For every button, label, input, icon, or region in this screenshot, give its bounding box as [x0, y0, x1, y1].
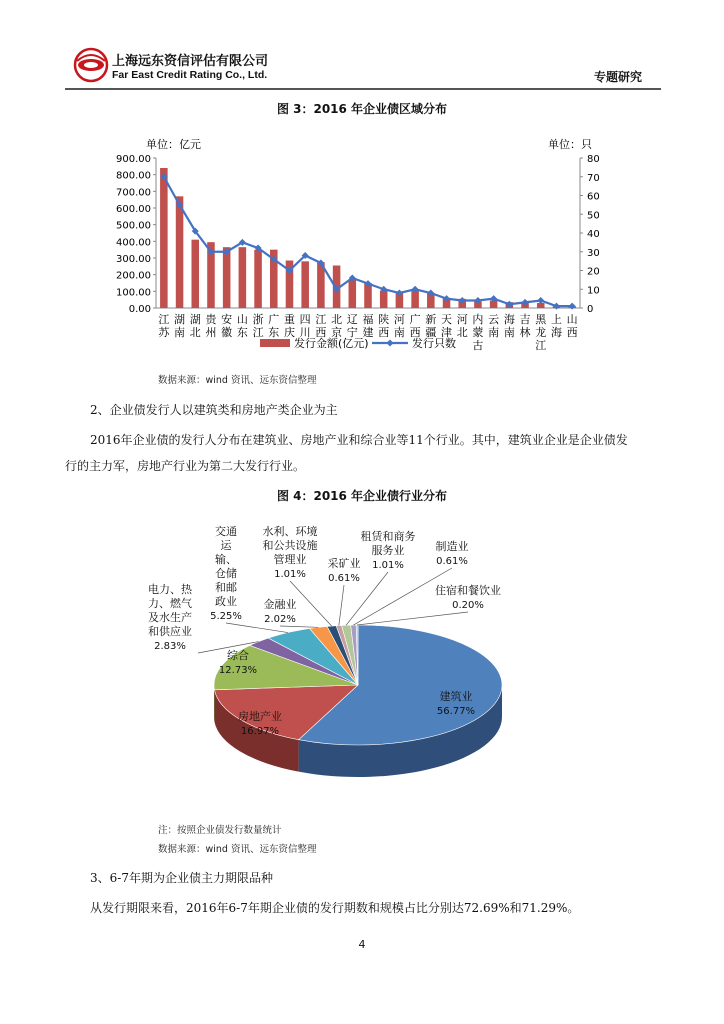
x-tick-label: 陕 — [378, 313, 390, 326]
x-tick-label: 新 — [425, 313, 437, 326]
x-tick-label: 广 — [409, 313, 421, 326]
header-divider — [65, 88, 661, 90]
pie-label-交通运输、仓储和邮政业: 运 — [220, 539, 232, 552]
pie-label-制造业: 制造业 — [435, 540, 469, 553]
pie-label-住宿和餐饮业: 住宿和餐饮业 — [435, 584, 501, 597]
count-marker-黑龙江 — [537, 297, 544, 304]
page-number: 4 — [358, 938, 366, 951]
bar-浙江 — [254, 250, 262, 308]
pie-label-交通运输、仓储和邮政业: 仓储 — [215, 567, 237, 580]
pie-label-采矿业: 采矿业 — [327, 557, 361, 570]
x-tick-label: 林 — [519, 326, 531, 339]
figure4-source: 数据来源：wind 资讯、远东资信整理 — [158, 844, 317, 855]
x-tick-label: 津 — [441, 326, 453, 339]
left-tick-label: 0.00 — [128, 304, 151, 315]
pie-label-电力、热力、燃气及水生产和供应业: 及水生产 — [148, 611, 192, 624]
legend-line-label: 发行只数 — [412, 337, 456, 350]
x-tick-label: 安 — [221, 313, 233, 326]
bar-四川 — [301, 261, 309, 308]
x-tick-label: 建 — [362, 326, 374, 339]
bar-陕西 — [380, 291, 388, 309]
x-tick-label: 广 — [268, 313, 280, 326]
x-tick-label: 西 — [566, 326, 578, 339]
pie-label-水利、环境和公共设施管理业: 和公共设施 — [262, 539, 318, 552]
pie-label-水利、环境和公共设施管理业: 水利、环境 — [262, 525, 318, 538]
x-tick-label: 福 — [362, 313, 374, 326]
left-axis-unit: 单位：亿元 — [146, 138, 201, 151]
pie-pct-电力、热力、燃气及水生产和供应业: 2.83% — [154, 641, 186, 652]
section-heading-3: 3、6-7年期为企业债主力期限品种 — [90, 871, 273, 885]
bar-广西 — [411, 291, 419, 309]
paragraph-1-line1: 2016年企业债的发行人分布在建筑业、房地产业和综合业等11个行业。其中，建筑业企业是企业债发 — [90, 433, 628, 447]
figure3-source: 数据来源：wind 资讯、远东资信整理 — [158, 375, 317, 386]
count-marker-山西 — [569, 303, 576, 310]
x-tick-label: 海 — [503, 313, 515, 326]
pie-label-交通运输、仓储和邮政业: 交通 — [215, 525, 237, 538]
x-tick-label: 江 — [252, 326, 264, 339]
right-tick-label: 0 — [587, 304, 594, 315]
pie-label-金融业: 金融业 — [263, 598, 297, 611]
left-tick-label: 900.00 — [116, 154, 151, 165]
bar-湖南 — [176, 196, 184, 308]
bar-辽宁 — [349, 280, 357, 308]
bar-安徽 — [223, 247, 231, 308]
right-tick-label: 10 — [587, 285, 600, 297]
region-bar-chart — [110, 130, 610, 362]
paragraph-1-line2: 行的主力军，房地产行业为第二大发行行业。 — [65, 459, 306, 473]
x-tick-label: 庆 — [283, 326, 295, 339]
x-tick-label: 湖 — [189, 313, 201, 326]
industry-pie-chart — [130, 515, 530, 815]
x-tick-label: 上 — [550, 313, 562, 326]
left-tick-label: 800.00 — [116, 170, 151, 182]
section-label: 专题研究 — [593, 70, 642, 84]
pie-pct-制造业: 0.61% — [436, 556, 468, 567]
x-tick-label: 东 — [236, 326, 248, 339]
pie-pct-建筑业: 56.77% — [436, 706, 476, 717]
x-tick-label: 徽 — [221, 326, 233, 339]
right-tick-label: 20 — [587, 266, 600, 278]
right-tick-label: 30 — [587, 247, 600, 259]
right-tick-label: 60 — [587, 191, 600, 203]
pie-pct-水利、环境和公共设施管理业: 1.01% — [274, 569, 306, 580]
legend-bar-label: 发行金额(亿元) — [294, 337, 369, 350]
x-tick-label: 内 — [472, 313, 484, 326]
company-logo — [73, 47, 109, 83]
x-tick-label: 江 — [158, 313, 170, 326]
paragraph-2: 从发行期限来看，2016年6-7年期企业债的发行期数和规模占比分别达72.69%和71.29%。 — [90, 901, 580, 915]
x-tick-label: 海 — [550, 326, 562, 339]
left-tick-label: 600.00 — [116, 204, 151, 215]
pie-label-电力、热力、燃气及水生产和供应业: 电力、热 — [148, 583, 192, 596]
figure3-title: 图 3：2016 年企业债区域分布 — [276, 102, 448, 116]
pie-pct-金融业: 2.02% — [264, 614, 296, 625]
x-tick-label: 北 — [331, 313, 343, 326]
x-tick-label: 古 — [472, 339, 484, 352]
legend-line-marker — [387, 340, 394, 347]
figure4-title: 图 4：2016 年企业债行业分布 — [276, 489, 448, 503]
x-tick-label: 西 — [409, 326, 421, 339]
x-tick-label: 龙 — [535, 326, 547, 339]
x-tick-label: 南 — [488, 326, 500, 339]
bar-江苏 — [160, 168, 168, 308]
pie-label-租赁和商务服务业: 租赁和商务 — [360, 530, 416, 543]
left-tick-label: 100.00 — [116, 287, 151, 299]
pie-label-建筑业: 建筑业 — [439, 690, 473, 703]
x-tick-label: 东 — [268, 326, 280, 339]
pie-leader-line — [339, 585, 344, 626]
pie-label-电力、热力、燃气及水生产和供应业: 和供应业 — [148, 625, 192, 638]
x-tick-label: 北 — [456, 326, 468, 339]
right-tick-label: 80 — [587, 154, 600, 165]
pie-leader-line — [357, 612, 468, 625]
section-heading-2: 2、企业债发行人以建筑类和房地产类企业为主 — [90, 403, 338, 417]
x-tick-label: 河 — [456, 313, 468, 326]
pie-pct-房地产业: 16.97% — [240, 726, 280, 737]
pie-pct-住宿和餐饮业: 0.20% — [452, 600, 484, 611]
pie-pct-交通运输、仓储和邮政业: 5.25% — [210, 611, 242, 622]
x-tick-label: 江 — [535, 339, 547, 352]
x-tick-label: 西 — [378, 326, 390, 339]
x-tick-label: 江 — [315, 313, 327, 326]
x-tick-label: 宁 — [346, 326, 358, 339]
x-tick-label: 河 — [393, 313, 405, 326]
company-name-cn: 上海远东资信评估有限公司 — [112, 54, 269, 69]
x-tick-label: 黑 — [535, 313, 547, 326]
pie-label-水利、环境和公共设施管理业: 管理业 — [273, 553, 307, 566]
pie-pct-租赁和商务服务业: 1.01% — [372, 560, 404, 571]
x-tick-label: 辽 — [346, 313, 358, 326]
left-tick-label: 200.00 — [116, 270, 151, 282]
pie-label-交通运输、仓储和邮政业: 和邮 — [215, 581, 237, 594]
figure4-note: 注：按照企业债发行数量统计 — [158, 825, 282, 836]
pie-label-交通运输、仓储和邮政业: 政业 — [215, 595, 237, 608]
pie-pct-采矿业: 0.61% — [328, 573, 360, 584]
x-tick-label: 南 — [503, 326, 515, 339]
legend-bar-swatch — [260, 339, 290, 347]
x-tick-label: 州 — [205, 326, 217, 339]
x-tick-label: 疆 — [425, 326, 437, 339]
left-tick-label: 700.00 — [116, 187, 151, 199]
bar-湖北 — [191, 240, 199, 308]
x-tick-label: 蒙 — [472, 326, 484, 339]
left-tick-label: 500.00 — [116, 220, 151, 232]
x-tick-label: 贵 — [205, 313, 217, 326]
x-tick-label: 云 — [488, 313, 500, 326]
right-tick-label: 40 — [587, 229, 600, 240]
right-tick-label: 70 — [587, 172, 600, 184]
x-tick-label: 京 — [331, 326, 343, 339]
right-axis-unit: 单位：只 — [548, 138, 592, 151]
pie-leader-line — [280, 626, 318, 627]
bar-山东 — [239, 247, 247, 308]
pie-label-房地产业: 房地产业 — [238, 710, 282, 723]
x-tick-label: 湖 — [174, 313, 186, 326]
x-tick-label: 四 — [299, 313, 311, 326]
x-tick-label: 山 — [236, 313, 248, 326]
pie-pct-综合: 12.73% — [218, 665, 258, 676]
x-tick-label: 川 — [299, 326, 311, 339]
left-tick-label: 300.00 — [116, 254, 151, 265]
pie-label-租赁和商务服务业: 服务业 — [371, 544, 405, 557]
x-tick-label: 南 — [174, 326, 186, 339]
x-tick-label: 北 — [189, 326, 201, 339]
x-tick-label: 山 — [566, 313, 578, 326]
x-tick-label: 重 — [283, 313, 295, 326]
x-tick-label: 天 — [441, 313, 453, 326]
left-tick-label: 400.00 — [116, 237, 151, 249]
pie-label-电力、热力、燃气及水生产和供应业: 力、燃气 — [148, 597, 192, 610]
x-tick-label: 南 — [393, 326, 405, 339]
pie-label-交通运输、仓储和邮政业: 输、 — [215, 553, 237, 566]
x-tick-label: 浙 — [252, 313, 264, 326]
pie-label-综合: 综合 — [227, 649, 249, 662]
x-tick-label: 吉 — [519, 313, 531, 326]
count-marker-上海 — [553, 303, 560, 310]
x-tick-label: 西 — [315, 326, 327, 339]
company-name-en: Far East Credit Rating Co., Ltd. — [112, 69, 268, 81]
right-tick-label: 50 — [587, 210, 600, 222]
x-tick-label: 苏 — [158, 326, 170, 339]
